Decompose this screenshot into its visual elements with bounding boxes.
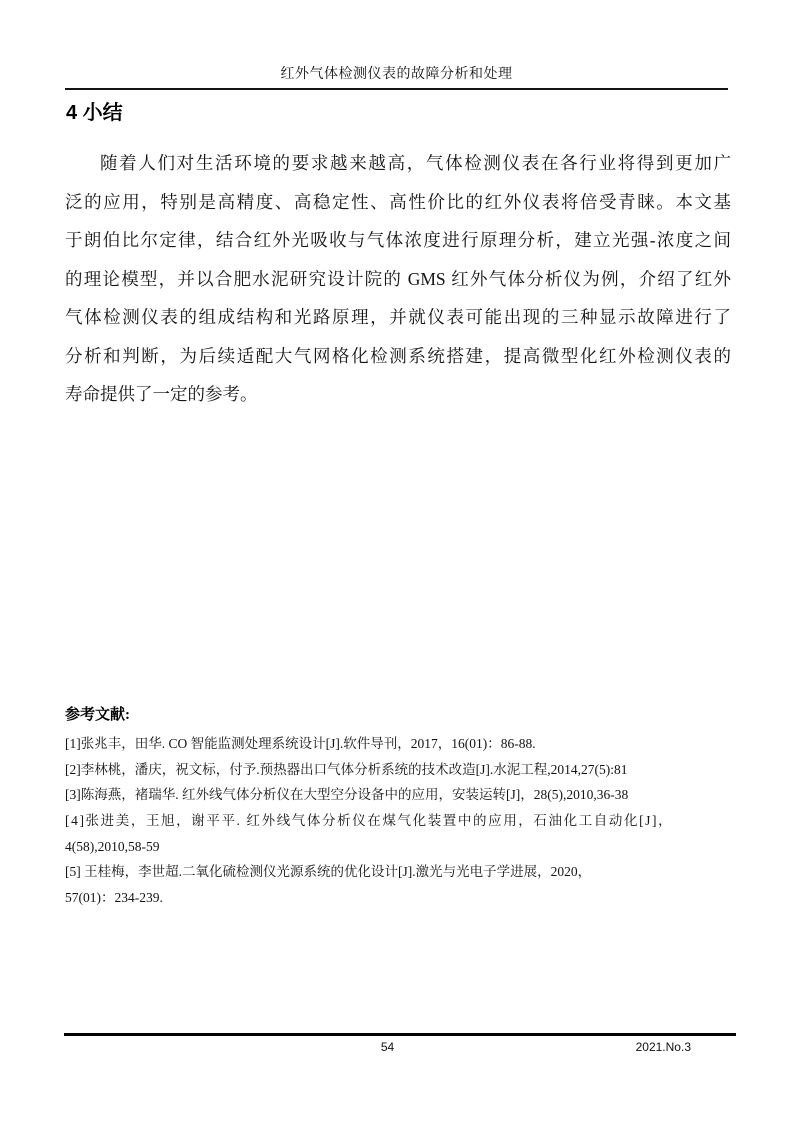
body-text-line: 的理论模型，并以合肥水泥研究设计院的 GMS 红外气体分析仪为例，介绍了红外 <box>65 268 731 289</box>
section-heading: 4 小结 <box>66 102 123 124</box>
running-header-title: 红外气体检测仪表的故障分析和处理 <box>280 67 513 82</box>
reference-line: [5] 王桂梅，李世超.二氧化硫检测仪光源系统的优化设计[J].激光与光电子学进展，2020， <box>65 864 592 880</box>
summary-paragraph <box>65 144 731 414</box>
page-number: 54 <box>380 1040 395 1054</box>
footer-rule <box>64 1033 736 1036</box>
reference-line: [3]陈海燕，褚瑞华. 红外线气体分析仪在大型空分设备中的应用，安装运转[J]，28(5),2010,36-38 <box>65 787 629 803</box>
reference-line: [1]张兆丰，田华. CO 智能监测处理系统设计[J].软件导刊，2017，16(01)：86-88. <box>65 736 536 751</box>
issue-number: 2021.No.3 <box>635 1040 691 1054</box>
body-text-line: 气体检测仪表的组成结构和光路原理，并就仪表可能出现的三种显示故障进行了 <box>65 307 731 327</box>
reference-line: [4]张进美，王旭，谢平平. 红外线气体分析仪在煤气化装置中的应用，石油化工自动化[J]， <box>65 813 674 829</box>
body-text-line: 随着人们对生活环境的要求越来越高，气体检测仪表在各行业将得到更加广 <box>100 153 731 173</box>
body-text-line: 分析和判断，为后续适配大气网格化检测系统搭建，提高微型化红外检测仪表的 <box>65 345 731 366</box>
references-heading: 参考文献: <box>65 707 130 723</box>
reference-line: [2]李林桃，潘庆，祝文标，付予.预热器出口气体分析系统的技术改造[J].水泥工程,2014,27(5):81 <box>65 761 628 777</box>
reference-line: 4(58),2010,58-59 <box>65 838 160 854</box>
header-rule <box>65 88 728 90</box>
body-text-line: 寿命提供了一定的参考。 <box>65 384 258 404</box>
references-list <box>65 731 737 911</box>
body-text-line: 泛的应用，特别是高精度、高稳定性、高性价比的红外仪表将倍受青睐。本文基 <box>65 191 731 212</box>
reference-line: 57(01)：234-239. <box>65 890 163 906</box>
body-text-line: 于朗伯比尔定律，结合红外光吸收与气体浓度进行原理分析，建立光强-浓度之间 <box>65 230 731 250</box>
